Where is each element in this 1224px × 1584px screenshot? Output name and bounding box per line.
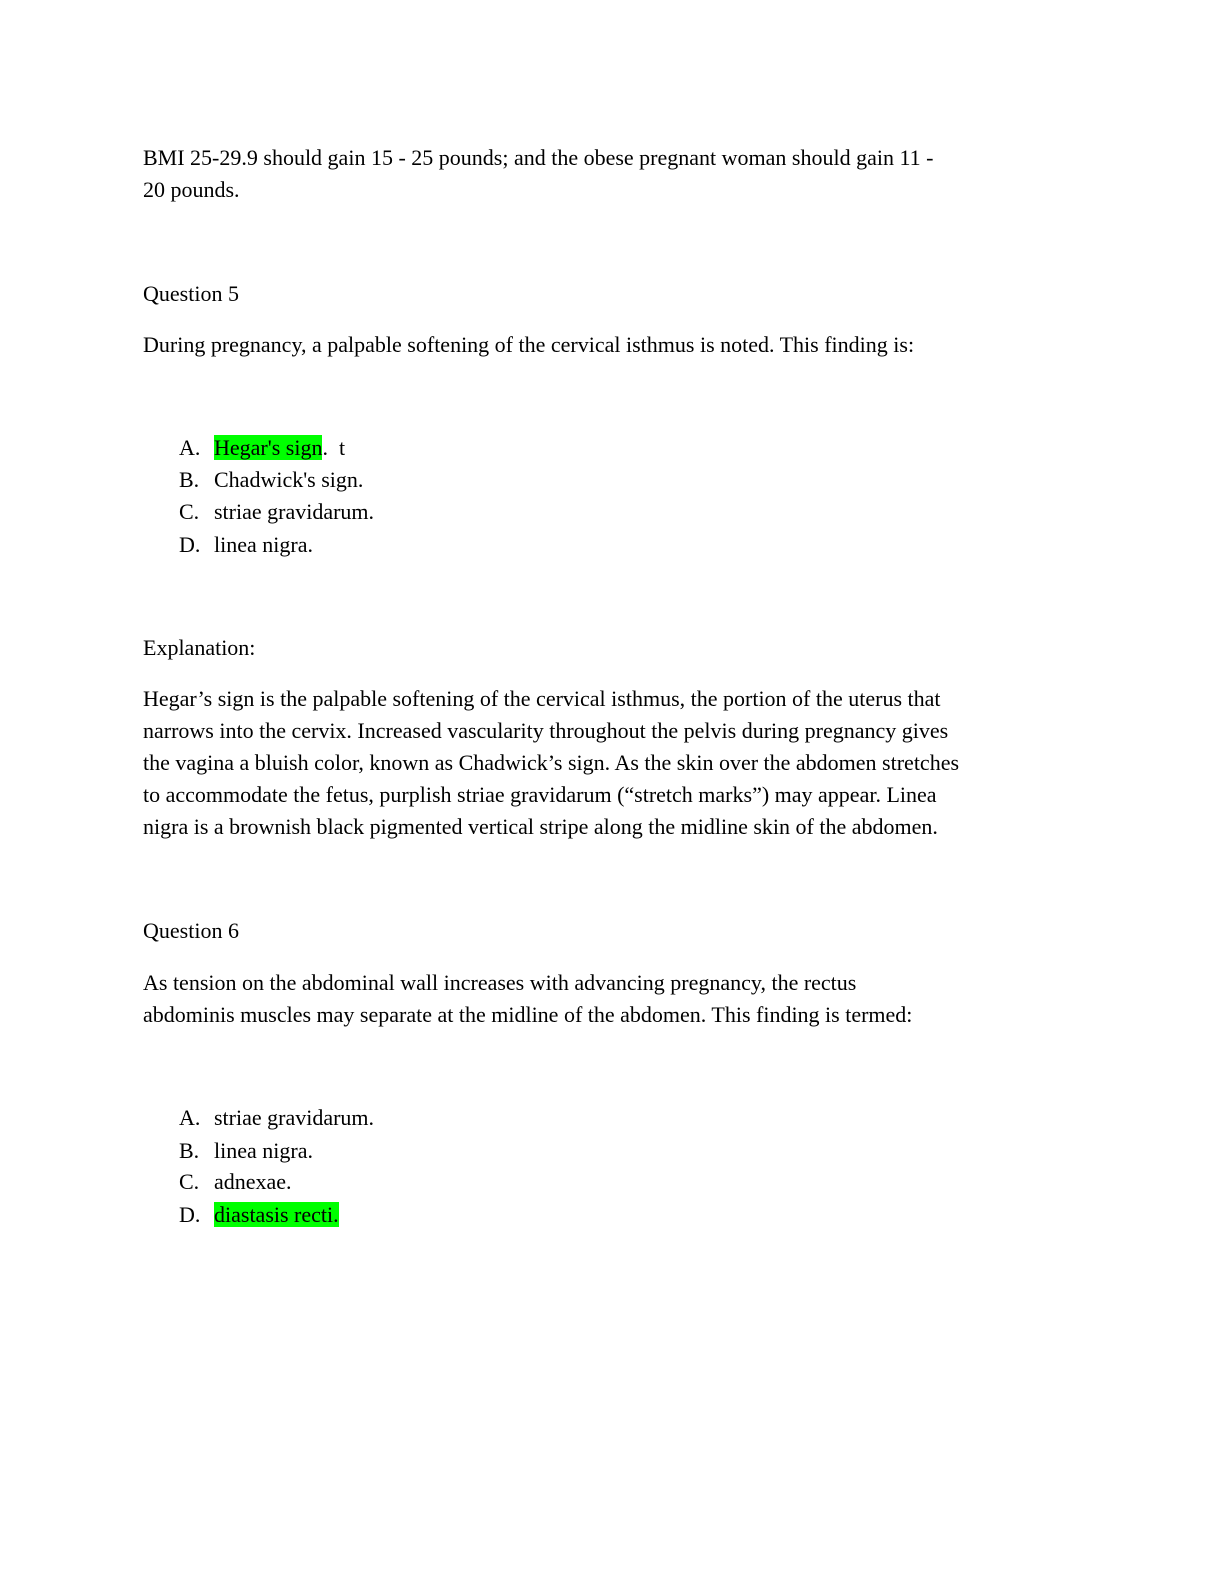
question-6-option-a — [179, 1102, 374, 1134]
question-5-stem: During pregnancy, a palpable softening of the cervical isthmus is noted. This finding is: — [143, 332, 915, 357]
option-text: linea nigra. — [214, 1138, 313, 1163]
question-5-option-c — [179, 496, 374, 528]
option-letter: B. — [179, 467, 200, 492]
option-letter: D. — [179, 1202, 201, 1227]
question-5-option-d — [179, 529, 313, 561]
question-6-heading: Question 6 — [143, 918, 239, 943]
option-text: linea nigra. — [214, 532, 313, 557]
option-letter: B. — [179, 1138, 200, 1163]
question-6-stem-line-2: abdominis muscles may separate at the midline of the abdomen. This finding is termed: — [143, 1002, 913, 1027]
question-6-stem-line-1: As tension on the abdominal wall increases with advancing pregnancy, the rectus — [143, 970, 857, 995]
question-6-stem — [143, 967, 912, 1031]
option-text-highlighted: Hegar's sign — [214, 435, 323, 460]
option-letter: C. — [179, 1169, 200, 1194]
explanation-line-2: narrows into the cervix. Increased vascularity throughout the pelvis during pregnancy gives — [143, 718, 949, 743]
option-suffix: . t — [322, 435, 346, 460]
question-5-option-a — [179, 432, 345, 464]
option-letter: C. — [179, 499, 200, 524]
explanation-line-1: Hegar’s sign is the palpable softening of the cervical isthmus, the portion of the uterus that — [143, 686, 941, 711]
option-letter: D. — [179, 532, 201, 557]
question-6-option-d — [179, 1199, 339, 1231]
explanation-paragraph — [143, 683, 959, 843]
option-letter: A. — [179, 1105, 201, 1130]
explanation-heading: Explanation: — [143, 635, 256, 660]
intro-paragraph — [143, 142, 933, 206]
explanation-line-4: to accommodate the fetus, purplish striae gravidarum (“stretch marks”) may appear. Linea — [143, 782, 937, 807]
intro-line-2: 20 pounds. — [143, 177, 240, 202]
question-5-option-b — [179, 464, 363, 496]
intro-line-1: BMI 25-29.9 should gain 15 - 25 pounds; and the obese pregnant woman should gain 11 - — [143, 145, 934, 170]
option-text: adnexae. — [214, 1169, 292, 1194]
question-6-option-b — [179, 1135, 313, 1167]
option-text-highlighted: diastasis recti. — [214, 1202, 339, 1227]
option-text: Chadwick's sign. — [214, 467, 364, 492]
question-5-heading: Question 5 — [143, 281, 239, 306]
option-letter: A. — [179, 435, 201, 460]
option-text: striae gravidarum. — [214, 1105, 375, 1130]
explanation-line-5: nigra is a brownish black pigmented vertical stripe along the midline skin of the abdomen. — [143, 814, 938, 839]
question-6-option-c — [179, 1166, 292, 1198]
option-text: striae gravidarum. — [214, 499, 375, 524]
explanation-line-3: the vagina a bluish color, known as Chadwick’s sign. As the skin over the abdomen stretches — [143, 750, 960, 775]
